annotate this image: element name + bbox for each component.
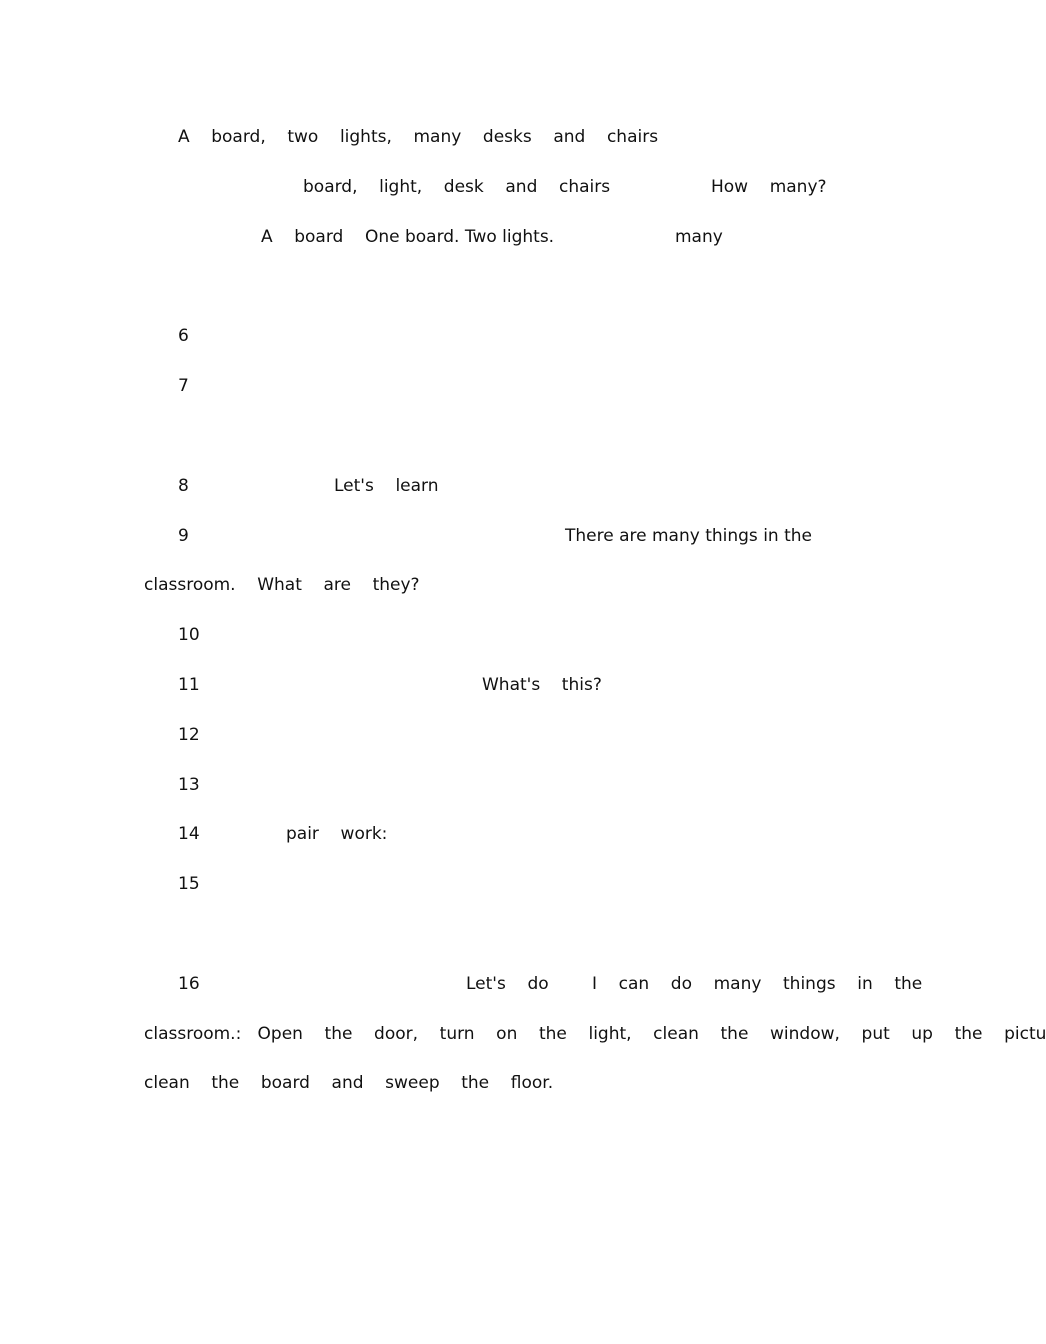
text-line: A board One board. Two lights.	[261, 227, 555, 247]
line-number: 8	[178, 476, 189, 496]
text-line: clean the board and sweep the floor.	[144, 1073, 554, 1093]
text-line: classroom. What are they?	[144, 575, 420, 595]
line-number: 12	[178, 725, 200, 745]
line-number: 6	[178, 326, 189, 346]
line-number: 10	[178, 625, 200, 645]
text-line: pair work:	[286, 824, 388, 844]
line-number: 9	[178, 526, 189, 546]
line-number: 16	[178, 974, 200, 994]
text-line: board, light, desk and chairs	[303, 177, 611, 197]
text-line: many	[675, 227, 723, 247]
line-number: 15	[178, 874, 200, 894]
text-line: classroom.: Open the door, turn on the light, clean the window, put up the pictu	[144, 1024, 1046, 1044]
text-line: Let's do	[466, 974, 549, 994]
line-number: 11	[178, 675, 200, 695]
text-line: I can do many things in the	[592, 974, 923, 994]
text-line: What's this?	[482, 675, 602, 695]
text-line: There are many things in the	[565, 526, 812, 546]
line-number: 7	[178, 376, 189, 396]
line-number: 13	[178, 775, 200, 795]
text-line: How many?	[711, 177, 827, 197]
text-line: Let's learn	[334, 476, 439, 496]
line-number: 14	[178, 824, 200, 844]
text-line: A board, two lights, many desks and chairs	[178, 127, 659, 147]
